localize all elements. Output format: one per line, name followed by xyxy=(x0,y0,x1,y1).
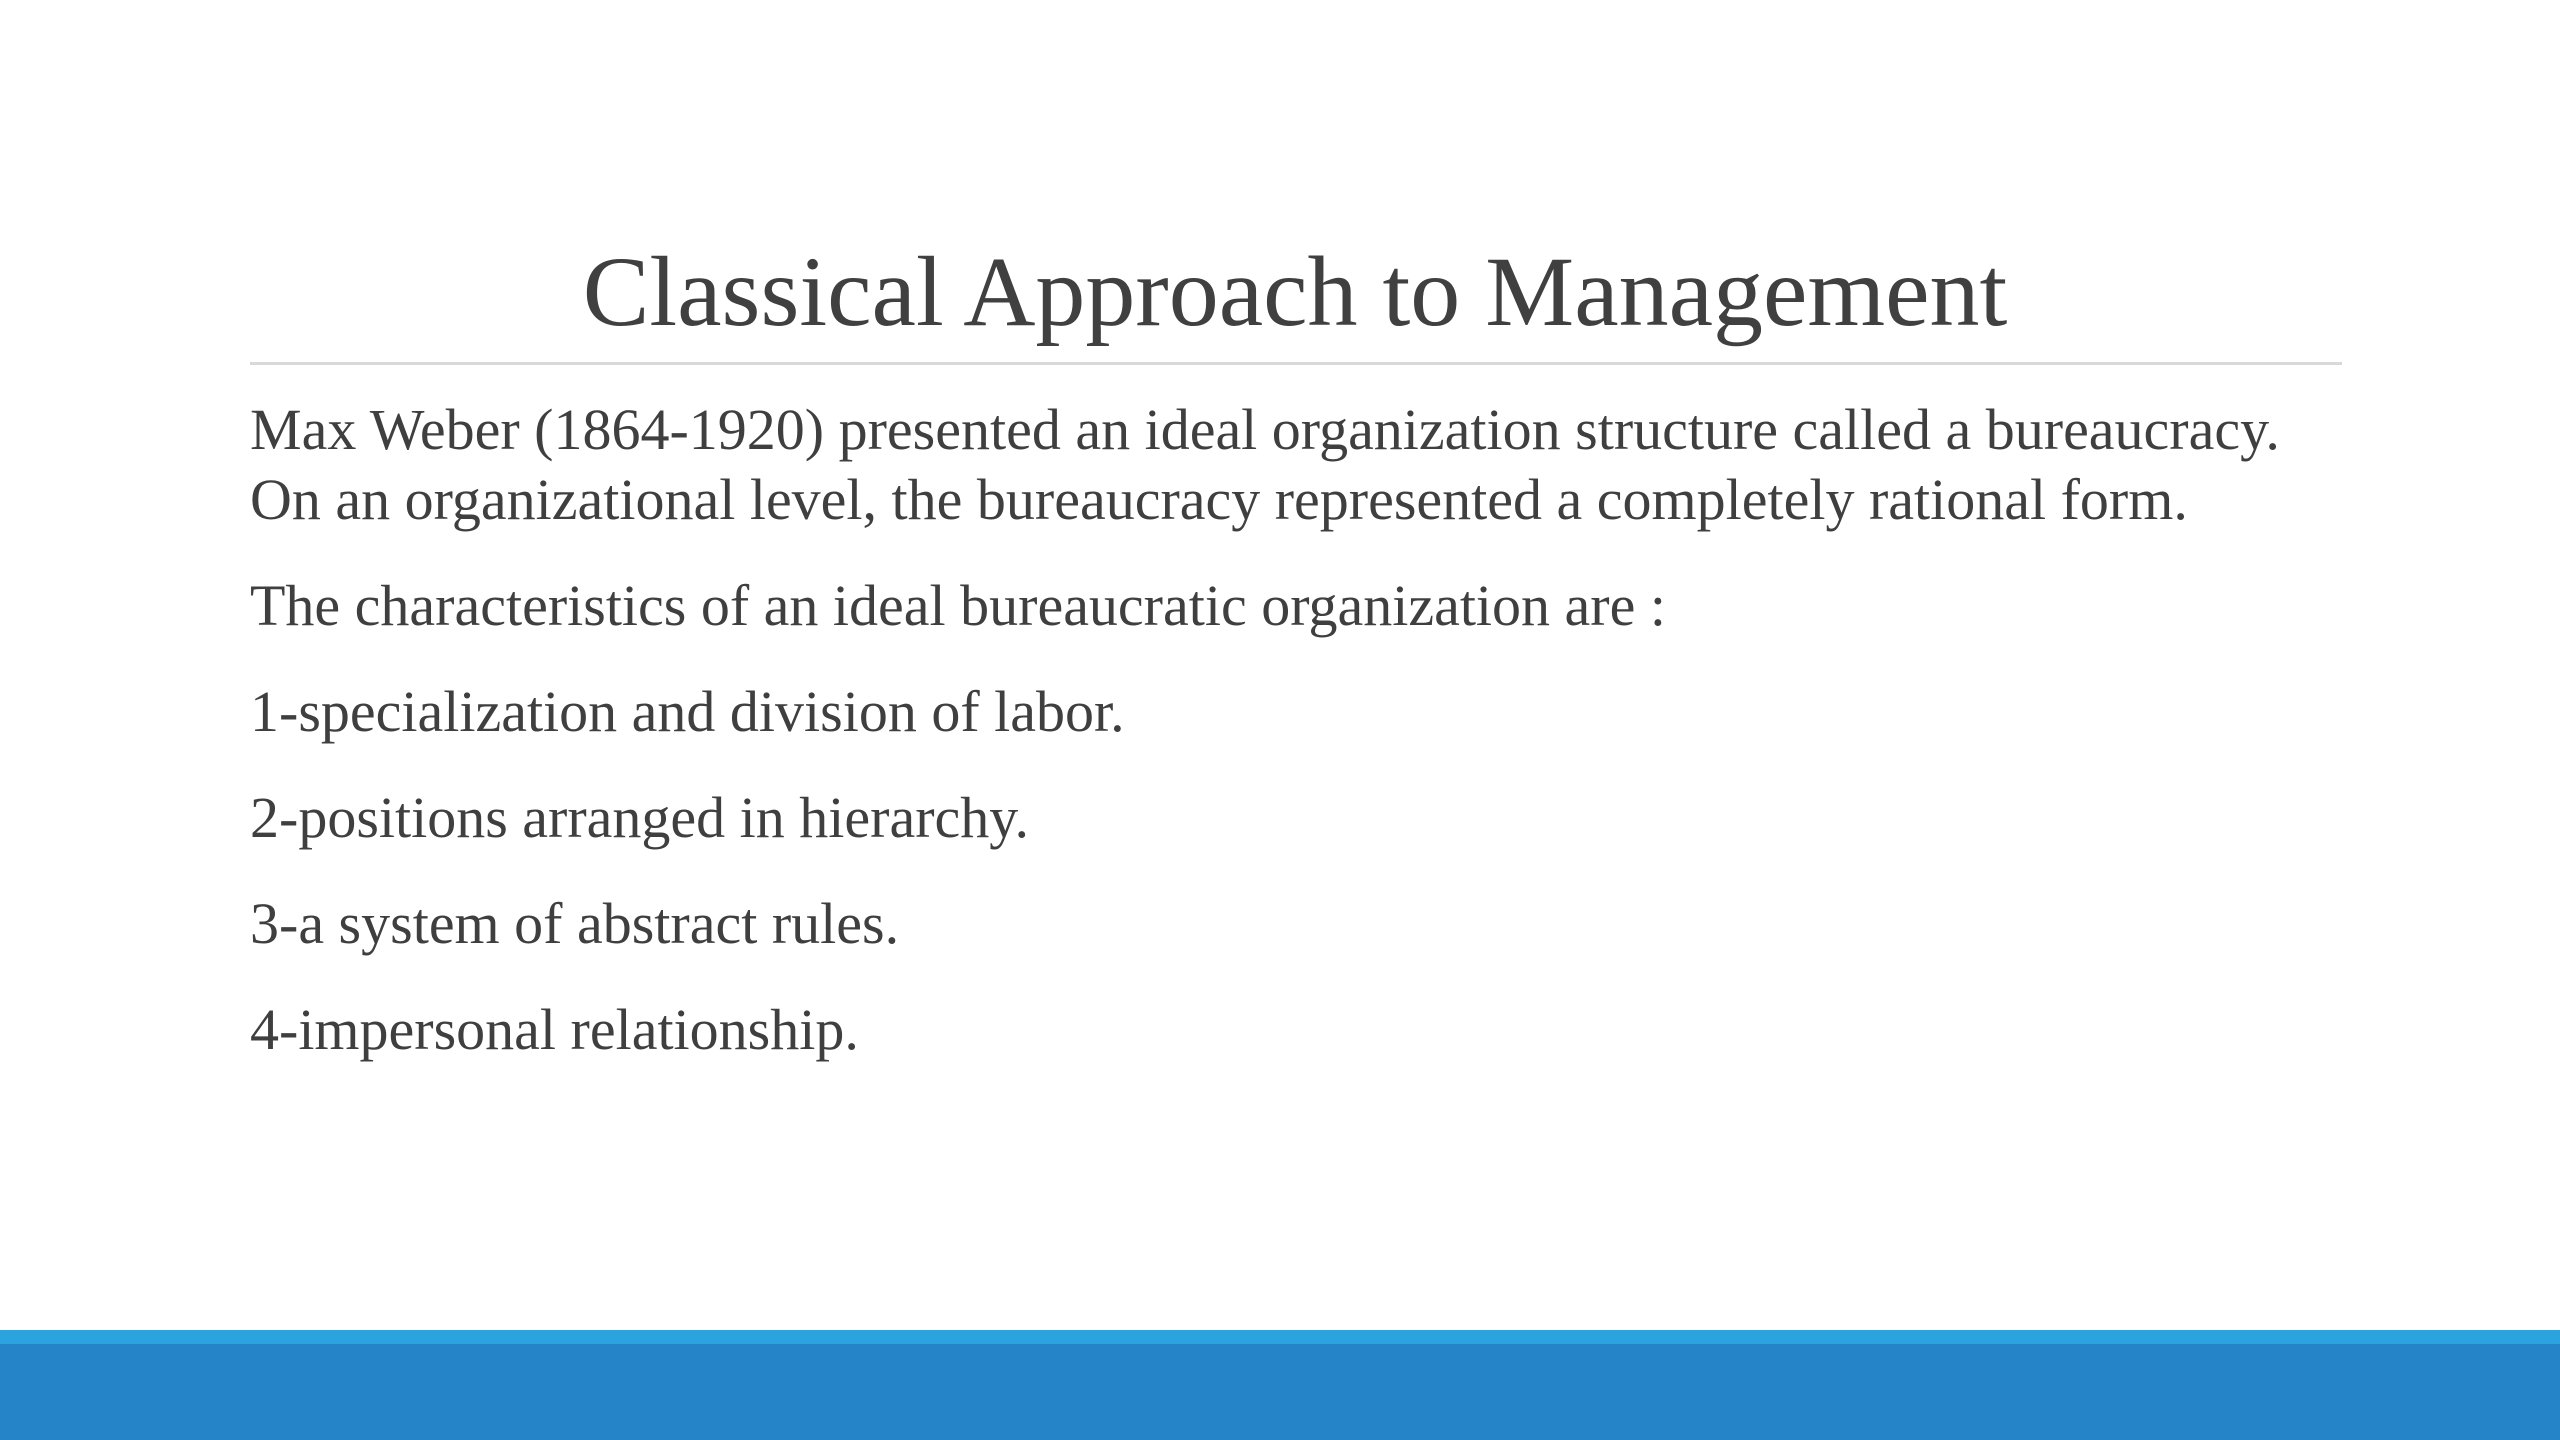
footer-bar xyxy=(0,1344,2560,1440)
slide-title: Classical Approach to Management xyxy=(582,236,2008,347)
list-item-specialization: 1-specialization and division of labor. xyxy=(250,679,1125,744)
footer-accent-bar xyxy=(0,1330,2560,1344)
list-item-hierarchy: 2-positions arranged in hierarchy. xyxy=(250,785,1029,850)
slide-body xyxy=(250,395,2310,1101)
paragraph-weber-intro: Max Weber (1864-1920) presented an ideal organization structure called a bureaucracy. On an organizational level, the bureaucracy represented a completely rational form. xyxy=(250,397,2280,532)
paragraph-characteristics-lead: The characteristics of an ideal bureaucratic organization are : xyxy=(250,573,1666,638)
list-item-abstract-rules: 3-a system of abstract rules. xyxy=(250,891,900,956)
list-item-impersonal: 4-impersonal relationship. xyxy=(250,997,859,1062)
title-divider xyxy=(250,362,2342,365)
